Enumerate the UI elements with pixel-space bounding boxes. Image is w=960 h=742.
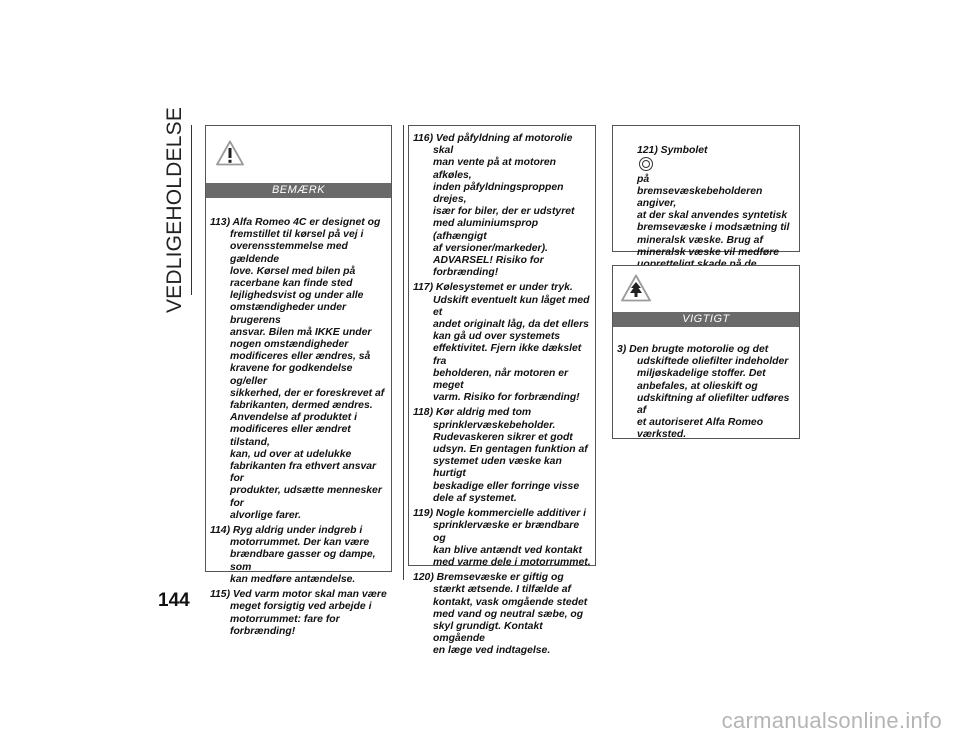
page-number: 144: [158, 590, 190, 611]
section-title-text: VEDLIGEHOLDELSE: [163, 106, 186, 314]
note-121-suffix: på: [637, 173, 650, 185]
bemaerk-box: [205, 125, 392, 637]
note-120: 120) Bremsevæske er giftig og stærkt ætsende. I tilfælde af kontakt, vask omgående stedet med vand og neutral sæbe, og skyl grundigt. Kontakt omgående en læge ved indtagelse.: [413, 572, 588, 657]
notes-box-middle: [408, 125, 596, 657]
vigtigt-banner: VIGTIGT: [613, 312, 799, 327]
note-118: 118) Kør aldrig med tom sprinklervæskebeholder. Rudevaskeren sikrer et godt udsyn. En gentagen funktion af systemet uden væske kan hurtigt beskadige eller forringe visse dele af systemet.: [413, 407, 588, 504]
note-114: 114) Ryg aldrig under indgreb i motorrummet. Der kan være brændbare gasser og dampe, som kan medføre antændelse.: [210, 525, 376, 585]
note-121-rest: bremsevæskebeholderen angiver, at der skal anvendes syntetisk bremsevæske i modsætning til mineralsk væske. Brug af mineralsk væske vil medføre: [637, 185, 790, 258]
note-117: 117) Kølesystemet er under tryk. Udskift eventuelt kun låget med et andet originalt låg, da det ellers kan gå ud over systemets effektivitet. Fjern ikke dækslet fra beholderen, når motoren er meget varm. Risiko for forbrænding!: [413, 282, 590, 404]
bemaerk-banner: BEMÆRK: [206, 183, 391, 198]
note-121-prefix: 121) Symbolet: [637, 145, 708, 157]
note-3: 3) Den brugte motorolie og det udskiftede oliefilter indeholder miljøskadelige stoffer. Det anbefales, at olieskift og udskiftning af oliefilter udføres af et autoriseret Alfa Romeo værksted.: [617, 344, 790, 441]
warning-triangle-icon: [216, 140, 244, 166]
middle-list: [413, 133, 593, 661]
note-119: 119) Nogle kommercielle additiver i sprinklervæske er brændbare og kan blive antændt ved kontakt med varme dele i motorrummet.: [413, 508, 591, 568]
column-divider: [403, 125, 404, 580]
section-title: [160, 106, 190, 314]
vigtigt-list: [617, 344, 797, 445]
brake-fluid-symbol-icon: [639, 157, 653, 171]
environment-tree-icon: [621, 274, 651, 302]
bemaerk-list: [210, 217, 388, 641]
vigtigt-box: [612, 265, 800, 439]
note-113: 113) Alfa Romeo 4C er designet og fremstillet til kørsel på vej i overensstemmelse med gældende love. Kørsel med bilen på racerbane kan finde sted lejlighedsvist og under alle omstændigheder under brugerens ansvar. Bilen må IKKE under nogen omstændigheder modificeres eller ændres, så kravene for godkendelse og/eller sikkerhed, der er foreskrevet af fabrikanten, dermed ændres. Anvendelse af produktet i modificeres eller ændret tilstand, kan, ud over at udelukke fabrikanten fra ethvert ansvar for produkter, udsætte mennesker for alvorlige farer.: [210, 217, 385, 521]
watermark: carmanualsonline.info: [721, 708, 942, 733]
note-121-box: [612, 125, 800, 258]
note-115: 115) Ved varm motor skal man være meget forsigtig ved arbejde i motorrummet: fare for forbrænding!: [210, 589, 387, 637]
section-divider: [191, 125, 192, 295]
note-116: 116) Ved påfyldning af motorolie skal man vente på at motoren afkøles, inden påfyldningsproppen drejes, især for biler, der er udstyret med aluminiumsprop (afhængigt af versioner/markeder). ADVARSEL! Risiko for forbrænding!: [413, 133, 575, 279]
